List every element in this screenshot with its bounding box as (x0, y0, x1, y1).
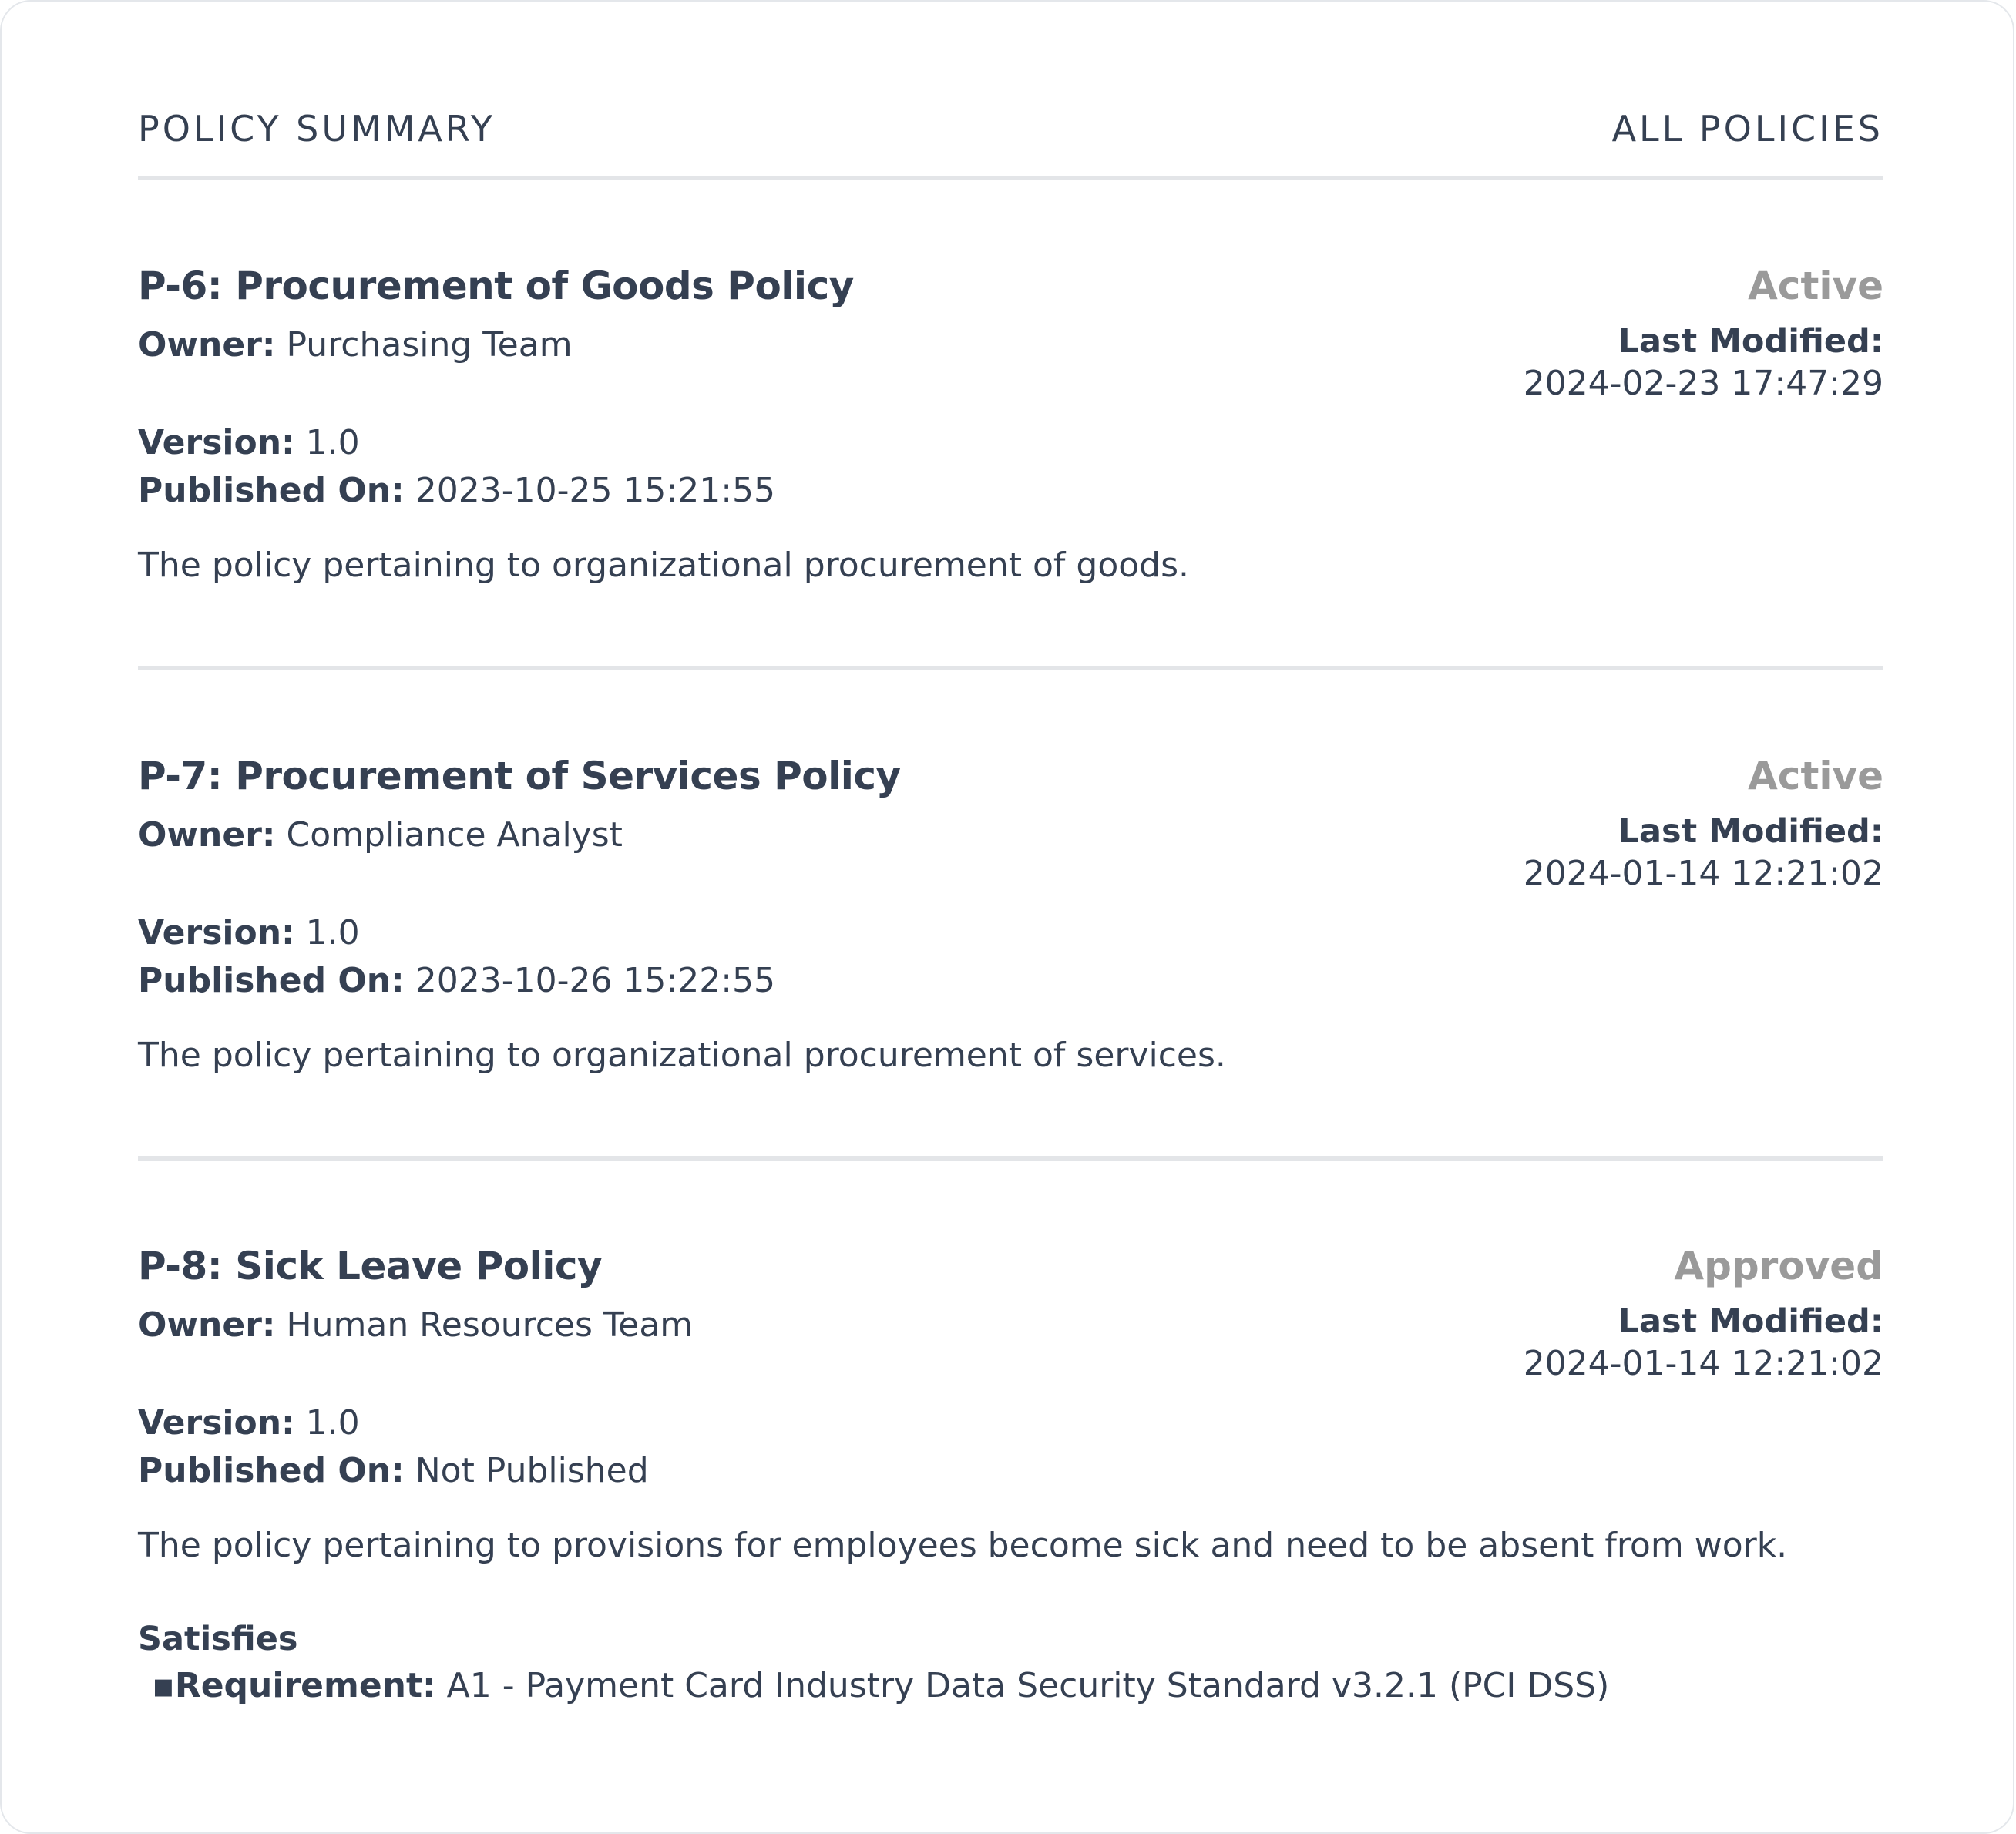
policy-description: The policy pertaining to organizational procurement of services. (138, 1036, 1226, 1075)
policy-version (138, 913, 360, 952)
policy-version (138, 423, 360, 462)
published-on-label: Published On: (138, 471, 405, 510)
requirement-label: Requirement: (174, 1666, 436, 1705)
last-modified-value: 2024-01-14 12:21:02 (1523, 1344, 1883, 1383)
last-modified-value: 2024-01-14 12:21:02 (1523, 854, 1883, 893)
version-label: Version: (138, 423, 295, 462)
owner-value: Compliance Analyst (286, 815, 623, 855)
policy-item (138, 180, 1883, 670)
card-header (138, 2, 1883, 180)
owner-value: Human Resources Team (286, 1305, 694, 1345)
bullet-icon: ▪ (152, 1666, 175, 1705)
all-policies-link[interactable]: ALL POLICIES (1611, 108, 1883, 149)
policy-published-on (138, 961, 775, 1000)
policy-owner (138, 325, 573, 364)
owner-value: Purchasing Team (286, 325, 573, 364)
requirement-item (152, 1666, 1609, 1705)
published-on-value: 2023-10-25 15:21:55 (415, 471, 776, 510)
status-badge: Approved (1674, 1244, 1883, 1288)
owner-label: Owner: (138, 1305, 276, 1345)
requirement-value[interactable]: A1 - Payment Card Industry Data Security Standard v3.2.1 (PCI DSS) (446, 1666, 1610, 1705)
version-label: Version: (138, 913, 295, 952)
owner-label: Owner: (138, 325, 276, 364)
version-value: 1.0 (305, 423, 360, 462)
policy-title[interactable]: P-6: Procurement of Goods Policy (138, 264, 854, 308)
last-modified-value: 2024-02-23 17:47:29 (1523, 364, 1883, 403)
policy-description: The policy pertaining to provisions for employees become sick and need to be absent from work. (138, 1526, 1788, 1565)
policy-item (138, 1161, 1883, 1777)
status-badge: Active (1748, 264, 1883, 308)
policy-summary-content (138, 2, 1883, 1777)
version-label: Version: (138, 1403, 295, 1443)
last-modified-label: Last Modified: (1618, 322, 1883, 361)
last-modified-label: Last Modified: (1618, 1302, 1883, 1341)
policy-version (138, 1403, 360, 1443)
policy-owner (138, 1305, 693, 1345)
policy-item (138, 670, 1883, 1161)
published-on-value: 2023-10-26 15:22:55 (415, 961, 776, 1000)
owner-label: Owner: (138, 815, 276, 855)
published-on-label: Published On: (138, 1451, 405, 1490)
policy-title[interactable]: P-7: Procurement of Services Policy (138, 754, 901, 798)
published-on-label: Published On: (138, 961, 405, 1000)
status-badge: Active (1748, 754, 1883, 798)
card-title: POLICY SUMMARY (138, 108, 496, 149)
version-value: 1.0 (305, 913, 360, 952)
policy-owner (138, 815, 623, 855)
published-on-value: Not Published (415, 1451, 649, 1490)
policy-title[interactable]: P-8: Sick Leave Policy (138, 1244, 603, 1288)
version-value: 1.0 (305, 1403, 360, 1443)
policy-published-on (138, 471, 775, 510)
policy-published-on (138, 1451, 649, 1490)
last-modified-label: Last Modified: (1618, 812, 1883, 851)
policy-description: The policy pertaining to organizational procurement of goods. (138, 546, 1189, 585)
satisfies-heading: Satisfies (138, 1620, 298, 1658)
